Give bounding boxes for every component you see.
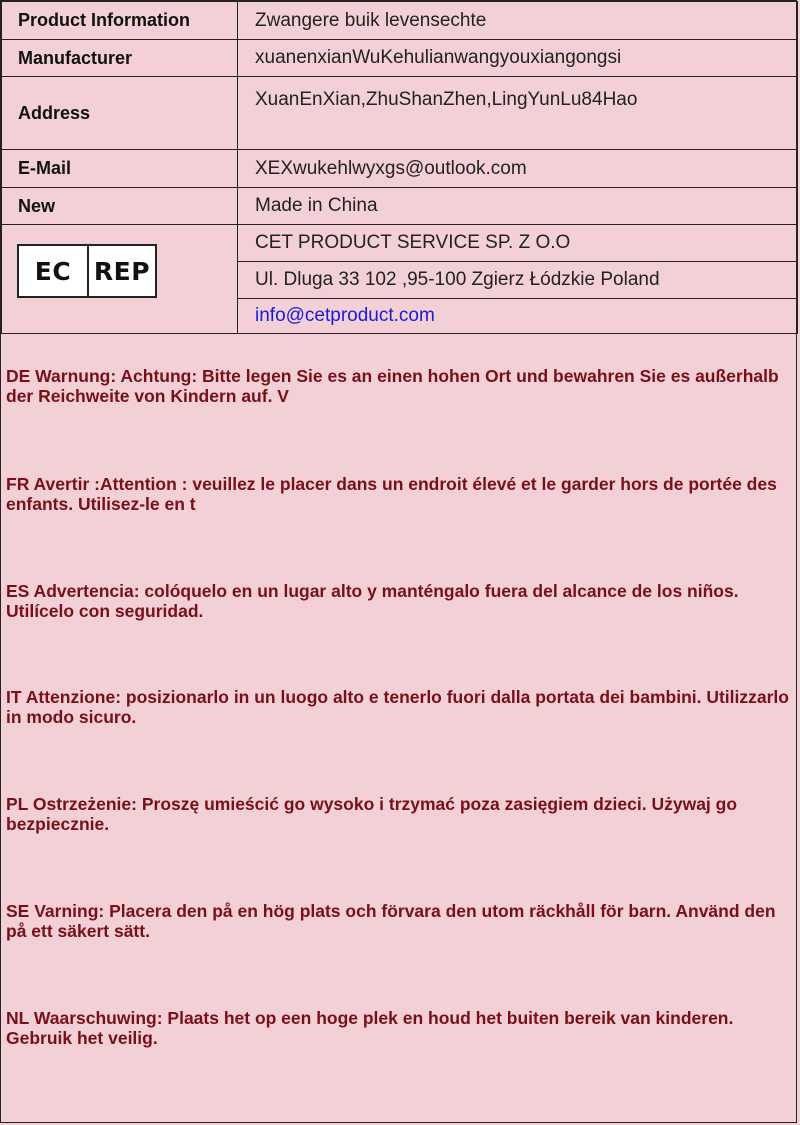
email-label: E-Mail [2, 150, 238, 188]
email-value: XEXwukehlwyxgs@outlook.com [238, 150, 798, 188]
product-information-value: Zwangere buik levensechte [238, 2, 798, 40]
warning-es: ES Advertencia: colóquelo en un lugar alto y manténgalo fuera del alcance de los niños. Utilícelo con seguridad. [6, 581, 739, 621]
manufacturer-label: Manufacturer [2, 40, 238, 77]
table-row [2, 188, 798, 225]
product-information-label: Product Information [2, 2, 238, 40]
warning-de: DE Warnung: Achtung: Bitte legen Sie es an einen hohen Ort und bewahren Sie es außerhalb der Reichweite von Kindern auf. V [6, 366, 779, 406]
ec-rep-address: Ul. Dluga 33 102 ,95-100 Zgierz Łódzkie Poland [238, 262, 798, 299]
warning-fr: FR Avertir :Attention : veuillez le placer dans un endroit élevé et le garder hors de portée des enfants. Utilisez-le en t [6, 474, 777, 514]
address-label: Address [2, 77, 238, 150]
ec-symbol-text: EC [19, 246, 89, 296]
manufacturer-value: xuanenxianWuKehulianwangyouxiangongsi [238, 40, 798, 77]
warning-se: SE Varning: Placera den på en hög plats och förvara den utom räckhåll för barn. Använd den på ett säkert sätt. [6, 901, 776, 941]
ec-rep-email-link[interactable]: info@cetproduct.com [238, 299, 798, 334]
table-row [2, 77, 798, 150]
new-value: Made in China [238, 188, 798, 225]
ec-rep-company: CET PRODUCT SERVICE SP. Z O.O [238, 225, 798, 262]
warning-pl: PL Ostrzeżenie: Proszę umieścić go wysoko i trzymać poza zasięgiem dzieci. Używaj go bezpiecznie. [6, 794, 738, 834]
ec-rep-symbol [17, 244, 157, 298]
table-row [2, 2, 798, 40]
table-row [2, 40, 798, 77]
warning-nl: NL Waarschuwing: Plaats het op een hoge plek en houd het buiten bereik van kinderen. Gebruik het veilig. [6, 1008, 734, 1048]
rep-symbol-text: REP [93, 256, 151, 286]
warning-it: IT Attenzione: posizionarlo in un luogo alto e tenerlo fuori dalla portata dei bambini. Utilizzarlo in modo sicuro. [6, 687, 789, 727]
address-value: XuanEnXian,ZhuShanZhen,LingYunLu84Hao [238, 77, 798, 150]
table-row [2, 150, 798, 188]
new-label: New [2, 188, 238, 225]
